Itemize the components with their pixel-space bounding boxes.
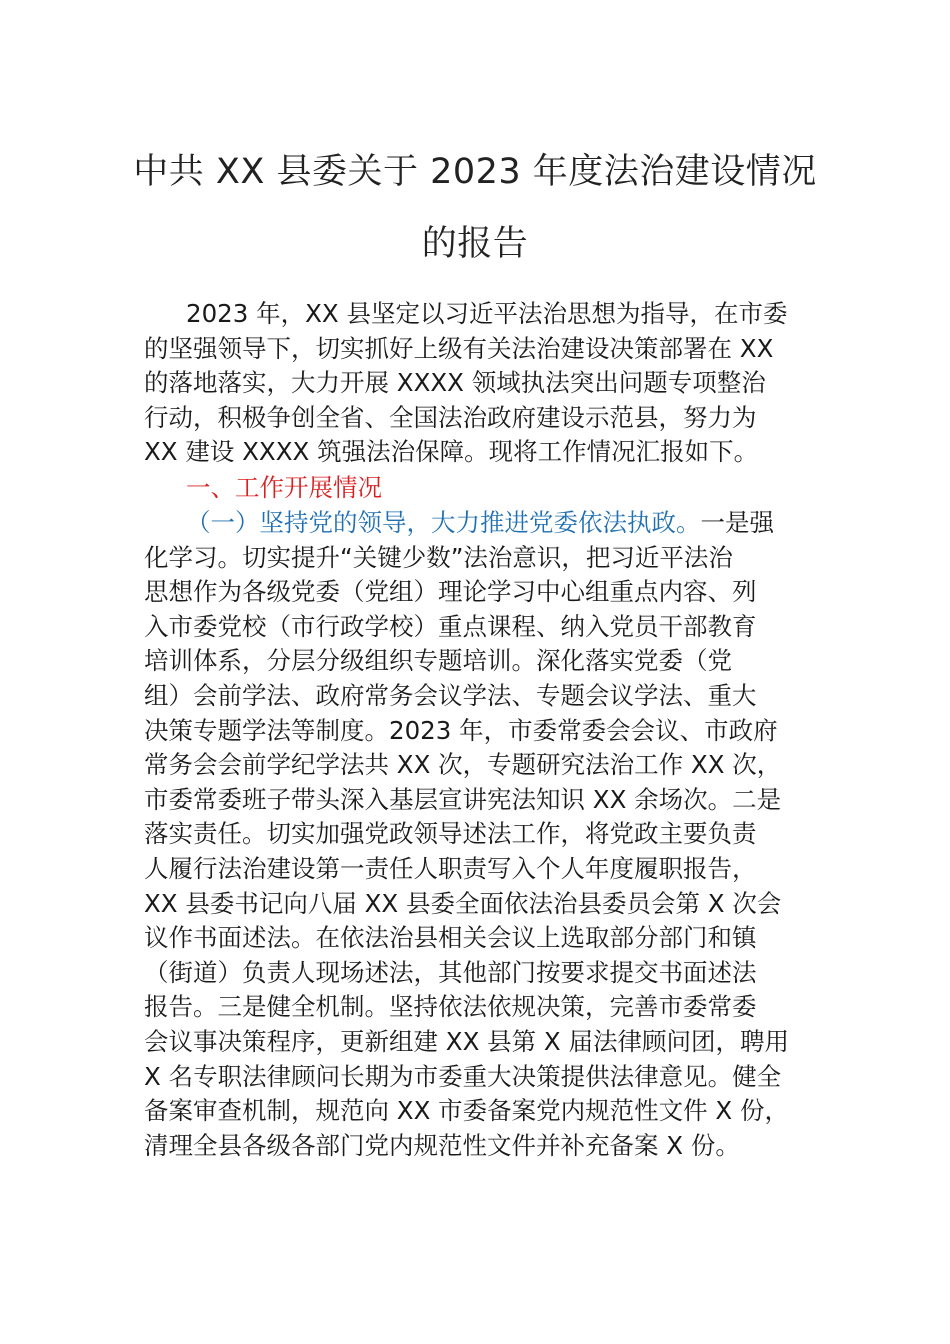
paragraph-line: （街道）负责人现场述法，其他部门按要求提交书面述法 xyxy=(144,957,757,987)
paragraph-line: 思想作为各级党委（党组）理论学习中心组重点内容、列 xyxy=(144,577,757,607)
paragraph-line-continuation: 一是强 xyxy=(700,508,774,537)
paragraph-line: 组）会前学法、政府常务会议学法、专题会议学法、重大 xyxy=(144,680,757,710)
section-heading: 一、工作开展情况 xyxy=(186,473,382,502)
paragraph-first-line xyxy=(144,506,812,541)
document-title-line-2: 的报告 xyxy=(421,224,529,264)
paragraph-line: 人履行法治建设第一责任人职责写入个人年度履职报告， xyxy=(144,853,757,883)
subsection-heading: （一）坚持党的领导，大力推进党委依法执政。 xyxy=(186,508,701,537)
paragraph-intro xyxy=(144,297,812,470)
paragraph-line: 入市委党校（市行政学校）重点课程、纳入党员干部教育 xyxy=(144,611,757,641)
paragraph-line: 会议事决策程序，更新组建 XX 县第 X 届法律顾问团，聘用 xyxy=(144,1026,790,1056)
paragraph-line: X 名专职法律顾问长期为市委重大决策提供法律意见。健全 xyxy=(144,1061,782,1091)
document-title-line-1: 中共 XX 县委关于 2023 年度法治建设情况 xyxy=(133,152,817,192)
paragraph-line: XX 县委书记向八届 XX 县委全面依法治县委员会第 X 次会 xyxy=(144,888,782,918)
paragraph-line: 的落地落实，大力开展 XXXX 领域执法突出问题专项整治 xyxy=(144,368,766,398)
paragraph-line: 报告。三是健全机制。坚持依法依规决策，完善市委常委 xyxy=(144,992,757,1022)
paragraph-line: 市委常委班子带头深入基层宣讲宪法知识 XX 余场次。二是 xyxy=(144,784,782,814)
paragraph-line: 落实责任。切实加强党政领导述法工作，将党政主要负责 xyxy=(144,819,757,849)
paragraph-line: 备案审查机制，规范向 XX 市委备案党内规范性文件 X 份， xyxy=(144,1096,790,1126)
paragraph-line: 2023 年，XX 县坚定以习近平法治思想为指导，在市委 xyxy=(186,299,788,328)
paragraph-line: 的坚强领导下，切实抓好上级有关法治建设决策部署在 XX xyxy=(144,333,774,363)
paragraph-line: 议作书面述法。在依法治县相关会议上选取部分部门和镇 xyxy=(144,923,757,953)
paragraph-line: XX 建设 XXXX 筑强法治保障。现将工作情况汇报如下。 xyxy=(144,437,759,467)
paragraph-section-1 xyxy=(144,506,812,1163)
paragraph-line: 培训体系，分层分级组织专题培训。深化落实党委（党 xyxy=(144,646,732,676)
paragraph-line: 常务会会前学纪学法共 XX 次，专题研究法治工作 XX 次， xyxy=(144,750,782,780)
paragraph-line: 行动，积极争创全省、全国法治政府建设示范县，努力为 xyxy=(144,402,757,432)
paragraph-line: 决策专题学法等制度。2023 年，市委常委会会议、市政府 xyxy=(144,715,778,745)
paragraph-line: 化学习。切实提升“关键少数”法治意识，把习近平法治 xyxy=(144,542,733,572)
paragraph-line: 清理全县各级各部门党内规范性文件并补充备案 X 份。 xyxy=(144,1130,740,1160)
